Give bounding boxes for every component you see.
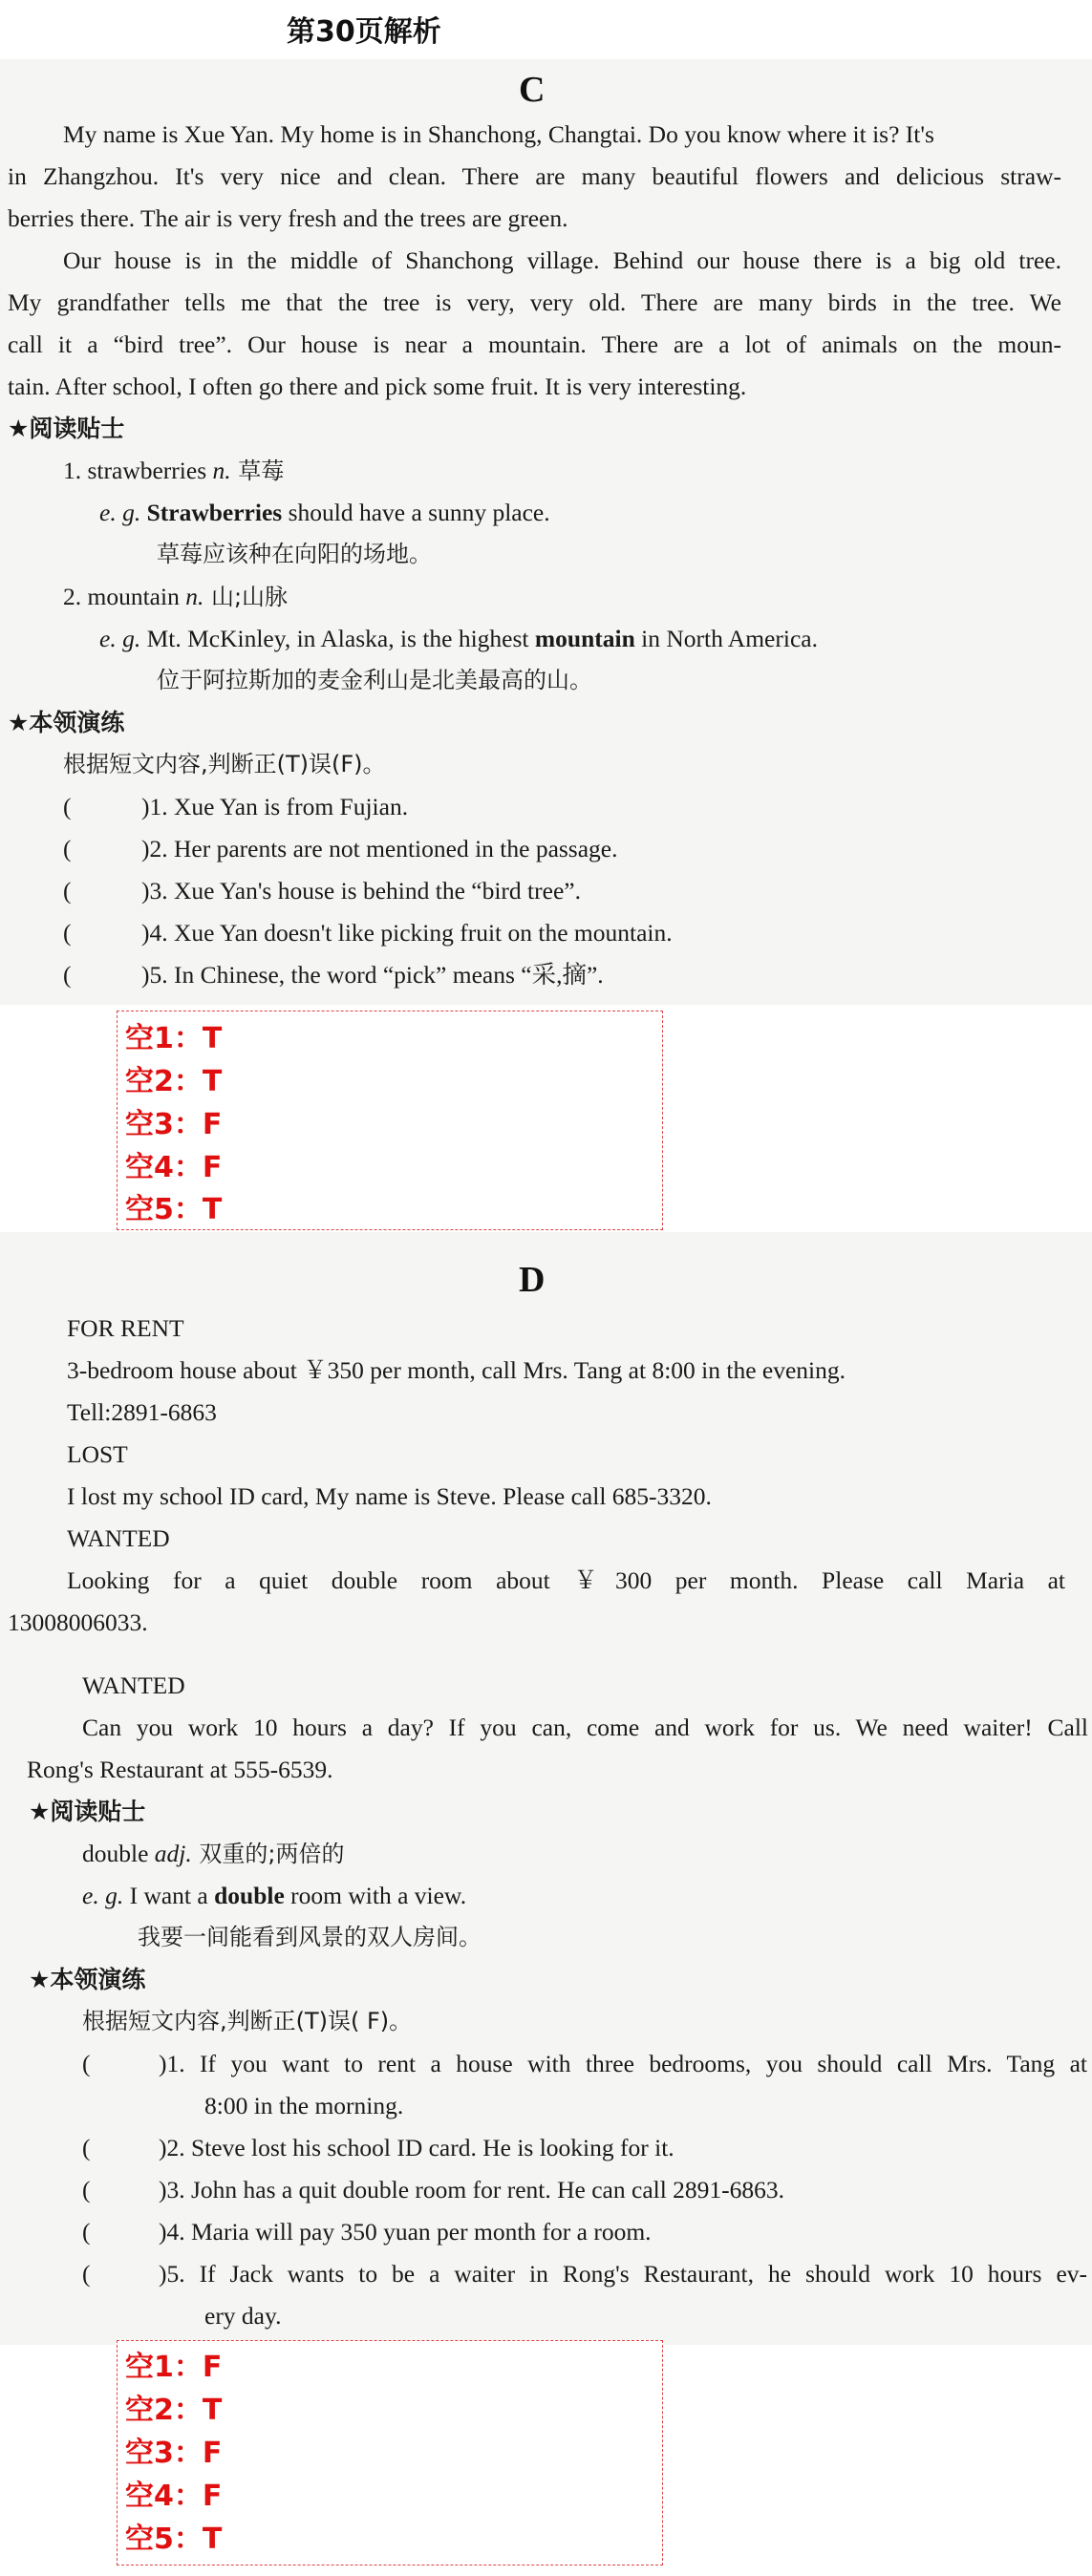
tip-2-word bbox=[63, 585, 288, 609]
answer-item: 空4：F bbox=[125, 2480, 223, 2513]
tip-meaning: 双重的;两倍的 bbox=[191, 1841, 345, 1867]
tip-2-example bbox=[99, 627, 818, 651]
tip-pos: n. bbox=[185, 583, 204, 610]
passage-line: in Zhangzhou. It's very nice and clean. There are many beautiful flowers and delicious straw- bbox=[8, 162, 1061, 190]
ad-line: 13008006033. bbox=[8, 1608, 148, 1636]
question: )3. Xue Yan's house is behind the “bird tree”. bbox=[141, 877, 581, 905]
question: )1. If you want to rent a house with three bedrooms, you should call Mrs. Tang at bbox=[159, 2050, 1087, 2077]
answer-paren: ( bbox=[63, 961, 72, 989]
answer-item: 空3：F bbox=[125, 2437, 223, 2470]
answer-box bbox=[117, 1011, 663, 1230]
reading-tips-heading: ★阅读贴士 bbox=[29, 1798, 146, 1825]
answer-paren: ( bbox=[82, 2176, 91, 2203]
question: )2. Her parents are not mentioned in the passage. bbox=[141, 835, 618, 862]
question-continued: 8:00 in the morning. bbox=[204, 2092, 404, 2119]
ad-line: 3-bedroom house about ￥350 per month, call Mrs. Tang at 8:00 in the evening. bbox=[67, 1356, 846, 1384]
answer-paren: ( bbox=[82, 2218, 91, 2246]
tip-word-line bbox=[82, 1842, 344, 1866]
question: )2. Steve lost his school ID card. He is looking for it. bbox=[159, 2134, 674, 2161]
tip-pos: adj. bbox=[154, 1840, 192, 1867]
answer-paren: ( bbox=[63, 835, 72, 862]
tip-pos: n. bbox=[212, 457, 231, 484]
ad-line: FOR RENT bbox=[67, 1314, 184, 1342]
answer-box bbox=[117, 2340, 663, 2565]
ad-line: WANTED bbox=[67, 1524, 170, 1552]
passage-line: My name is Xue Yan. My home is in Shanchong, Changtai. Do you know where it is? It's bbox=[63, 120, 934, 148]
example-text: I want a bbox=[123, 1882, 215, 1909]
answer-item: 空1：T bbox=[125, 1022, 223, 1055]
ad-line: Tell:2891-6863 bbox=[67, 1398, 217, 1426]
exercise-instruction: 根据短文内容,判断正(T)误( F)。 bbox=[82, 2008, 413, 2034]
answer-item: 空1：F bbox=[125, 2351, 223, 2384]
question: )5. If Jack wants to be a waiter in Rong's Restaurant, he should work 10 hours ev- bbox=[159, 2260, 1087, 2288]
question: )3. John has a quit double room for rent. He can call 2891-6863. bbox=[159, 2176, 785, 2203]
question-continued: ery day. bbox=[204, 2302, 282, 2330]
answer-item: 空5：T bbox=[125, 2523, 223, 2556]
tip-word: 2. mountain bbox=[63, 583, 186, 610]
answer-item: 空2：T bbox=[125, 1065, 223, 1098]
tip-translation: 我要一间能看到风景的双人房间。 bbox=[138, 1924, 482, 1950]
passage-line: berries there. The air is very fresh and the trees are green. bbox=[8, 204, 568, 232]
passage-line: Our house is in the middle of Shanchong village. Behind our house there is a big old tree. bbox=[63, 246, 1061, 274]
section-letter-d: D bbox=[519, 1260, 546, 1300]
tip-1-example bbox=[99, 500, 550, 525]
ad-line: Can you work 10 hours a day? If you can, come and work for us. We need waiter! Call bbox=[82, 1714, 1088, 1741]
tip-2-translation: 位于阿拉斯加的麦金利山是北美最高的山。 bbox=[157, 667, 592, 693]
bold-word: double bbox=[214, 1882, 285, 1909]
answer-paren: ( bbox=[82, 2134, 91, 2161]
answer-paren: ( bbox=[82, 2050, 91, 2077]
ad-line: I lost my school ID card, My name is Steve. Please call 685-3320. bbox=[67, 1482, 712, 1510]
tip-example bbox=[82, 1884, 466, 1908]
ad-line: LOST bbox=[67, 1440, 128, 1468]
reading-tips-heading: ★阅读贴士 bbox=[8, 415, 125, 442]
tip-1-translation: 草莓应该种在向阳的场地。 bbox=[157, 541, 432, 567]
passage-line: call it a “bird tree”. Our house is near a mountain. There are a lot of animals on the moun- bbox=[8, 330, 1061, 358]
answer-paren: ( bbox=[82, 2260, 91, 2288]
tip-word: double bbox=[82, 1840, 155, 1867]
tip-meaning: 草莓 bbox=[230, 458, 285, 484]
question: )1. Xue Yan is from Fujian. bbox=[141, 793, 409, 820]
passage-line: tain. After school, I often go there and pick some fruit. It is very interesting. bbox=[8, 373, 747, 400]
page-title: 第30页解析 bbox=[287, 15, 441, 49]
ad-line: Looking for a quiet double room about ￥300 per month. Please call Maria at bbox=[67, 1566, 1065, 1594]
passage-line: My grandfather tells me that the tree is very, very old. There are many birds in the tree. We bbox=[8, 288, 1061, 316]
ad-line: WANTED bbox=[82, 1671, 185, 1699]
section-letter-c: C bbox=[519, 70, 546, 110]
eg-label: e. g. bbox=[99, 625, 141, 652]
example-text: room with a view. bbox=[284, 1882, 467, 1909]
exercise-heading: ★本领演练 bbox=[8, 709, 125, 736]
tip-word: 1. strawberries bbox=[63, 457, 213, 484]
eg-label: e. g. bbox=[99, 499, 141, 526]
answer-paren: ( bbox=[63, 877, 72, 905]
exercise-instruction: 根据短文内容,判断正(T)误(F)。 bbox=[63, 751, 386, 777]
question: )5. In Chinese, the word “pick” means “采,摘”. bbox=[141, 961, 604, 989]
answer-item: 空4：F bbox=[125, 1151, 223, 1184]
answer-item: 空2：T bbox=[125, 2394, 223, 2427]
example-text: should have a sunny place. bbox=[282, 499, 550, 526]
answer-paren: ( bbox=[63, 919, 72, 947]
answer-item: 空5：T bbox=[125, 1193, 223, 1226]
bold-word: Strawberries bbox=[146, 499, 283, 526]
section-c-scan bbox=[0, 59, 1092, 1005]
tip-meaning: 山;山脉 bbox=[203, 584, 289, 610]
exercise-heading: ★本领演练 bbox=[29, 1966, 146, 1993]
question: )4. Xue Yan doesn't like picking fruit on the mountain. bbox=[141, 919, 673, 947]
ad-line: Rong's Restaurant at 555-6539. bbox=[27, 1756, 333, 1783]
example-text: Mt. McKinley, in Alaska, is the highest bbox=[140, 625, 535, 652]
eg-label: e. g. bbox=[82, 1882, 124, 1909]
example-text: in North America. bbox=[634, 625, 818, 652]
bold-word: mountain bbox=[534, 625, 635, 652]
answer-item: 空3：F bbox=[125, 1108, 223, 1141]
answer-paren: ( bbox=[63, 793, 72, 820]
tip-1-word bbox=[63, 458, 284, 483]
question: )4. Maria will pay 350 yuan per month for a room. bbox=[159, 2218, 652, 2246]
